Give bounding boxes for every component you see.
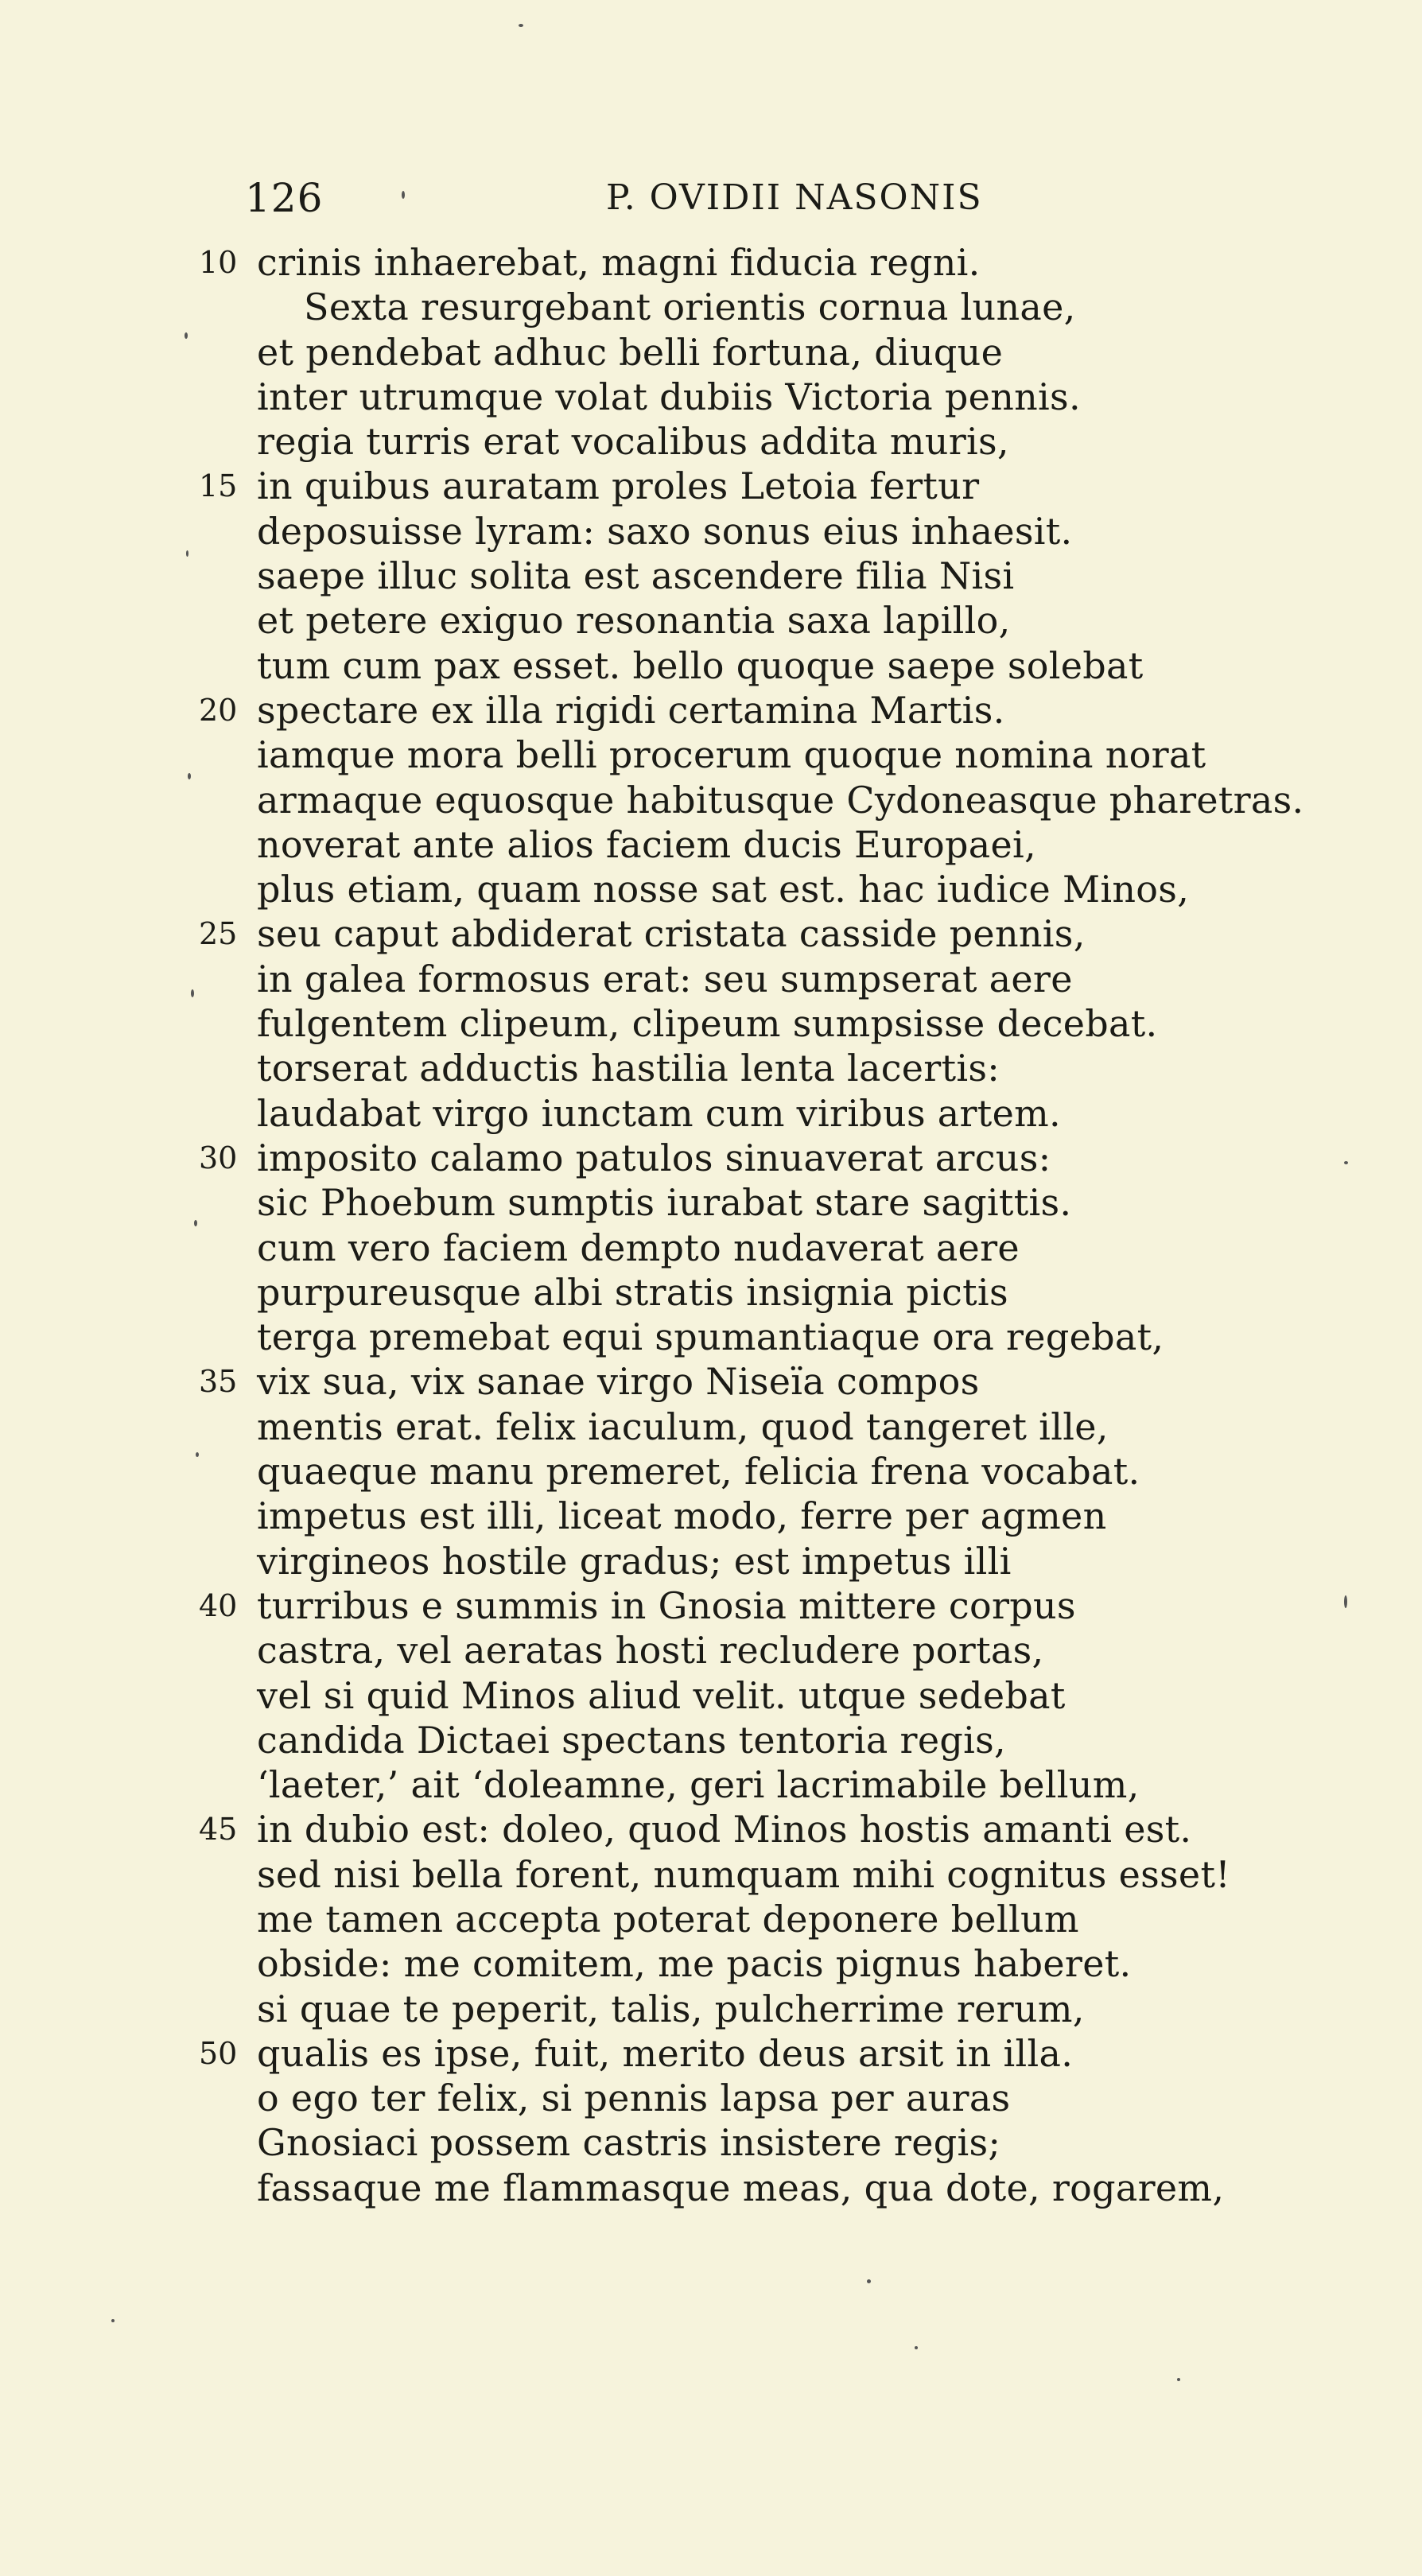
- verse-line: [0, 1494, 1422, 1538]
- verse-text: in galea formosus erat: seu sumpserat aere: [257, 957, 1073, 1000]
- scan-speck: [402, 191, 405, 199]
- verse-line: [0, 464, 1422, 508]
- verse-line: [0, 419, 1422, 464]
- verse-line: [0, 240, 1422, 285]
- verse-text: saepe illuc solita est ascendere filia Nisi: [257, 554, 1015, 598]
- verse-text: crinis inhaerebat, magni fiducia regni.: [257, 241, 981, 284]
- line-number: 10: [199, 245, 238, 280]
- verse-text: imposito calamo patulos sinuaverat arcus:: [257, 1136, 1051, 1179]
- running-title: P. OVIDII NASONIS: [606, 177, 983, 218]
- verse-line: [0, 598, 1422, 643]
- verse-text: armaque equosque habitusque Cydoneasque pharetras.: [257, 778, 1304, 822]
- verse-line: [0, 1226, 1422, 1270]
- verse-text: vix sua, vix sanae virgo Niseïa compos: [257, 1360, 980, 1404]
- verse-line: [0, 867, 1422, 911]
- verse-text: laudabat virgo iunctam cum viribus artem.: [257, 1091, 1061, 1135]
- verse-line: [0, 1539, 1422, 1583]
- verse-text: obside: me comitem, me pacis pignus haberet.: [257, 1942, 1132, 1986]
- verse-line: [0, 2166, 1422, 2210]
- verse-text: qualis es ipse, fuit, merito deus arsit in illa.: [257, 2031, 1074, 2075]
- scan-speck: [191, 989, 194, 997]
- scan-speck: [519, 24, 523, 27]
- line-number: 30: [199, 1140, 238, 1175]
- scan-speck: [1344, 1161, 1348, 1164]
- verse-line: [0, 1270, 1422, 1315]
- page-header: [0, 170, 1422, 226]
- verse-text: deposuisse lyram: saxo sonus eius inhaesit.: [257, 509, 1073, 553]
- verse-text: sic Phoebum sumptis iurabat stare sagittis.: [257, 1181, 1072, 1225]
- verse-line: [0, 1359, 1422, 1404]
- verse-text: impetus est illi, liceat modo, ferre per agmen: [257, 1494, 1107, 1538]
- verse-text: purpureusque albi stratis insignia pictis: [257, 1270, 1008, 1314]
- verse-text: torserat adductis hastilia lenta lacertis:: [257, 1047, 1000, 1090]
- verse-text: cum vero faciem dempto nudaverat aere: [257, 1226, 1020, 1269]
- verse-line: [0, 1987, 1422, 2031]
- verse-line: [0, 643, 1422, 688]
- verse-line: [0, 1046, 1422, 1090]
- verse-text: si quae te peperit, talis, pulcherrime rerum,: [257, 1987, 1085, 2030]
- scan-speck: [196, 1452, 199, 1457]
- verse-line: [0, 1449, 1422, 1494]
- verse-text: terga premebat equi spumantiaque ora regebat,: [257, 1315, 1164, 1359]
- verse-text: quaeque manu premeret, felicia frena vocabat.: [257, 1450, 1140, 1494]
- verse-line: [0, 2076, 1422, 2120]
- verse-line: [0, 1762, 1422, 1807]
- verse-line: [0, 1315, 1422, 1359]
- verse-text: inter utrumque volat dubiis Victoria pennis.: [257, 375, 1081, 418]
- verse-text: et petere exiguo resonantia saxa lapillo,: [257, 599, 1011, 643]
- verse-line: [0, 1628, 1422, 1673]
- verse-line: [0, 732, 1422, 777]
- verse-text: castra, vel aeratas hosti recludere portas,: [257, 1629, 1044, 1673]
- verse-line: [0, 554, 1422, 598]
- verse-line: [0, 1136, 1422, 1180]
- scan-speck: [111, 2319, 115, 2322]
- verse-text: iamque mora belli procerum quoque nomina norat: [257, 733, 1206, 777]
- verse-line: [0, 778, 1422, 822]
- verse-line: [0, 1091, 1422, 1136]
- scan-speck: [194, 1220, 197, 1226]
- verse-text: mentis erat. felix iaculum, quod tangeret ille,: [257, 1405, 1109, 1448]
- verse-line: [0, 2120, 1422, 2165]
- verse-line: [0, 375, 1422, 419]
- verse-text: turribus e summis in Gnosia mittere corpus: [257, 1583, 1076, 1627]
- page-number: 126: [245, 175, 324, 221]
- verse-line: [0, 509, 1422, 554]
- verse-text: in dubio est: doleo, quod Minos hostis amanti est.: [257, 1808, 1192, 1851]
- verse-block: [0, 240, 1422, 2210]
- verse-line: [0, 285, 1422, 329]
- verse-line: [0, 1405, 1422, 1449]
- verse-text: Sexta resurgebant orientis cornua lunae,: [304, 286, 1076, 329]
- verse-text: ‘laeter,’ ait ‘doleamne, geri lacrimabile bellum,: [257, 1763, 1140, 1807]
- line-number: 20: [199, 692, 238, 728]
- scan-speck: [867, 2279, 871, 2283]
- verse-line: [0, 1718, 1422, 1762]
- verse-text: seu caput abdiderat cristata casside pennis,: [257, 912, 1086, 956]
- verse-line: [0, 1852, 1422, 1897]
- line-number: 40: [199, 1587, 238, 1623]
- scan-speck: [1177, 2378, 1180, 2381]
- line-number: 15: [199, 468, 238, 504]
- verse-line: [0, 822, 1422, 867]
- verse-text: candida Dictaei spectans tentoria regis,: [257, 1718, 1006, 1762]
- line-number: 25: [199, 916, 238, 952]
- line-number: 35: [199, 1364, 238, 1400]
- verse-line: [0, 330, 1422, 375]
- verse-text: fulgentem clipeum, clipeum sumpsisse decebat.: [257, 1002, 1158, 1046]
- verse-line: [0, 1941, 1422, 1986]
- verse-text: noverat ante alios faciem ducis Europaei,: [257, 822, 1036, 866]
- verse-text: fassaque me flammasque meas, qua dote, rogarem,: [257, 2166, 1225, 2209]
- verse-text: regia turris erat vocalibus addita muris,: [257, 420, 1009, 464]
- verse-text: me tamen accepta poterat deponere bellum: [257, 1897, 1079, 1941]
- scan-speck: [188, 773, 191, 779]
- line-number: 50: [199, 2035, 238, 2071]
- verse-line: [0, 1807, 1422, 1851]
- scan-speck: [185, 332, 188, 339]
- scan-speck: [915, 2346, 918, 2349]
- scan-speck: [186, 550, 188, 557]
- verse-line: [0, 911, 1422, 956]
- verse-text: tum cum pax esset. bello quoque saepe solebat: [257, 643, 1144, 687]
- verse-line: [0, 688, 1422, 732]
- verse-text: in quibus auratam proles Letoia fertur: [257, 464, 980, 508]
- verse-text: vel si quid Minos aliud velit. utque sedebat: [257, 1673, 1066, 1717]
- verse-line: [0, 957, 1422, 1001]
- verse-line: [0, 2031, 1422, 2076]
- verse-text: plus etiam, quam nosse sat est. hac iudice Minos,: [257, 868, 1190, 911]
- verse-line: [0, 1583, 1422, 1628]
- verse-text: Gnosiaci possem castris insistere regis;: [257, 2121, 1001, 2165]
- verse-text: et pendebat adhuc belli fortuna, diuque: [257, 330, 1004, 374]
- verse-text: sed nisi bella forent, numquam mihi cognitus esset!: [257, 1852, 1231, 1896]
- verse-line: [0, 1897, 1422, 1941]
- verse-line: [0, 1673, 1422, 1718]
- verse-text: o ego ter felix, si pennis lapsa per auras: [257, 2077, 1011, 2120]
- verse-text: virgineos hostile gradus; est impetus illi: [257, 1539, 1012, 1583]
- scan-speck: [1344, 1595, 1347, 1608]
- verse-line: [0, 1180, 1422, 1225]
- verse-text: spectare ex illa rigidi certamina Martis.: [257, 688, 1005, 732]
- verse-line: [0, 1001, 1422, 1046]
- line-number: 45: [199, 1812, 238, 1847]
